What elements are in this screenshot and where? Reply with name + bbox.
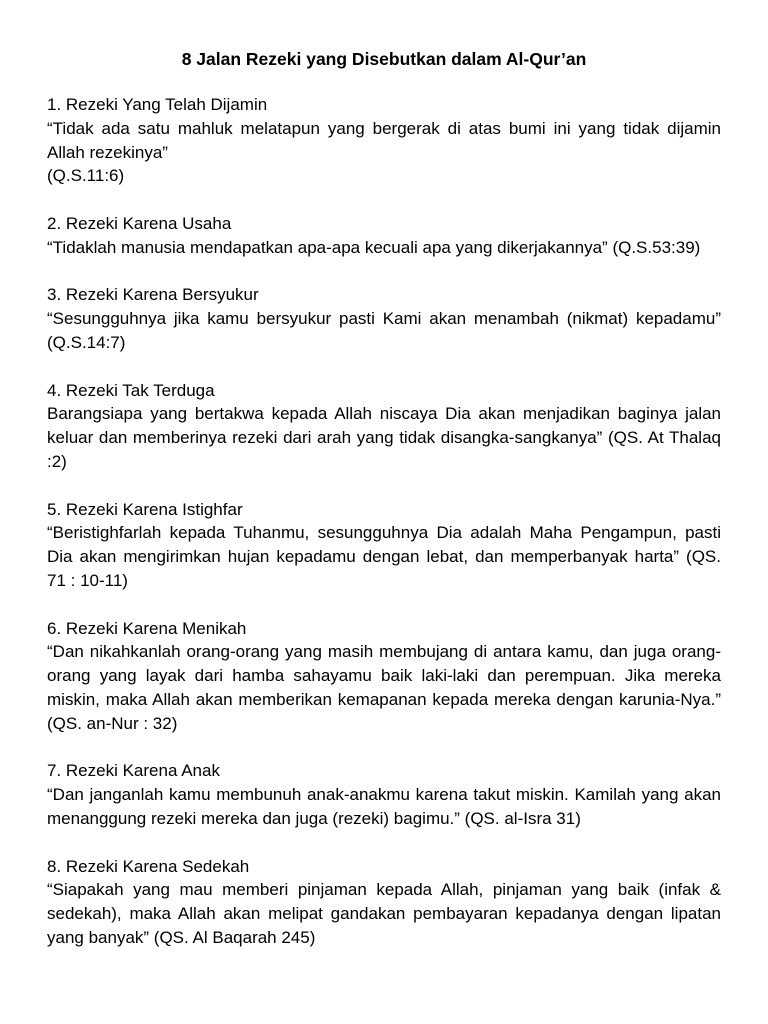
document-title: 8 Jalan Rezeki yang Disebutkan dalam Al-Qur’an: [181, 49, 587, 69]
section-heading: 7. Rezeki Karena Anak: [47, 761, 220, 781]
section-reference: (Q.S.11:6): [47, 166, 125, 186]
section-heading: 3. Rezeki Karena Bersyukur: [47, 285, 259, 305]
section-quote: “Dan janganlah kamu membunuh anak-anakmu karena takut miskin. Kamilah yang akan menanggung rezeki mereka dan juga (rezeki) bagimu.” (QS. al-Isra 31): [47, 785, 721, 828]
section-2: [47, 212, 721, 260]
section-3: [47, 283, 721, 354]
section-heading: 6. Rezeki Karena Menikah: [47, 618, 247, 638]
section-quote: “Beristighfarlah kepada Tuhanmu, sesungguhnya Dia adalah Maha Pengampun, pasti Dia akan mengirimkan hujan kepadamu dengan lebat, dan memperbanyak harta” (QS. 71 : 10-11): [47, 523, 721, 590]
section-quote: “Dan nikahkanlah orang-orang yang masih membujang di antara kamu, dan juga orang-orang yang layak dari hamba sahayamu baik laki-laki dan perempuan. Jika mereka miskin, maka Allah akan memberikan kemapanan kepada mereka dengan karunia-Nya.” (QS. an-Nur : 32): [47, 642, 721, 733]
section-6: [47, 617, 721, 736]
section-heading: 4. Rezeki Tak Terduga: [47, 380, 215, 400]
section-quote: Barangsiapa yang bertakwa kepada Allah niscaya Dia akan menjadikan baginya jalan keluar dan memberinya rezeki dari arah yang tidak disangka-sangkanya” (QS. At Thalaq :2): [47, 404, 721, 471]
section-heading: 5. Rezeki Karena Istighfar: [47, 499, 243, 519]
section-quote: “Sesungguhnya jika kamu bersyukur pasti Kami akan menambah (nikmat) kepadamu” (Q.S.14:7): [47, 309, 721, 352]
section-quote: “Tidaklah manusia mendapatkan apa-apa kecuali apa yang dikerjakannya” (Q.S.53:39): [47, 237, 701, 257]
section-quote: “Siapakah yang mau memberi pinjaman kepada Allah, pinjaman yang baik (infak & sedekah), maka Allah akan melipat gandakan pembayaran kepadanya dengan lipatan yang banyak” (QS. Al Baqarah 245): [47, 880, 721, 947]
section-heading: 1. Rezeki Yang Telah Dijamin: [47, 95, 268, 114]
section-8: [47, 855, 721, 950]
section-5: [47, 498, 721, 593]
section-heading: 8. Rezeki Karena Sedekah: [47, 856, 250, 876]
section-7: [47, 759, 721, 830]
section-heading: 2. Rezeki Karena Usaha: [47, 213, 232, 233]
section-4: [47, 379, 721, 474]
section-1: [47, 93, 721, 188]
section-quote: “Tidak ada satu mahluk melatapun yang bergerak di atas bumi ini yang tidak dijamin Allah rezekinya”: [47, 118, 721, 162]
